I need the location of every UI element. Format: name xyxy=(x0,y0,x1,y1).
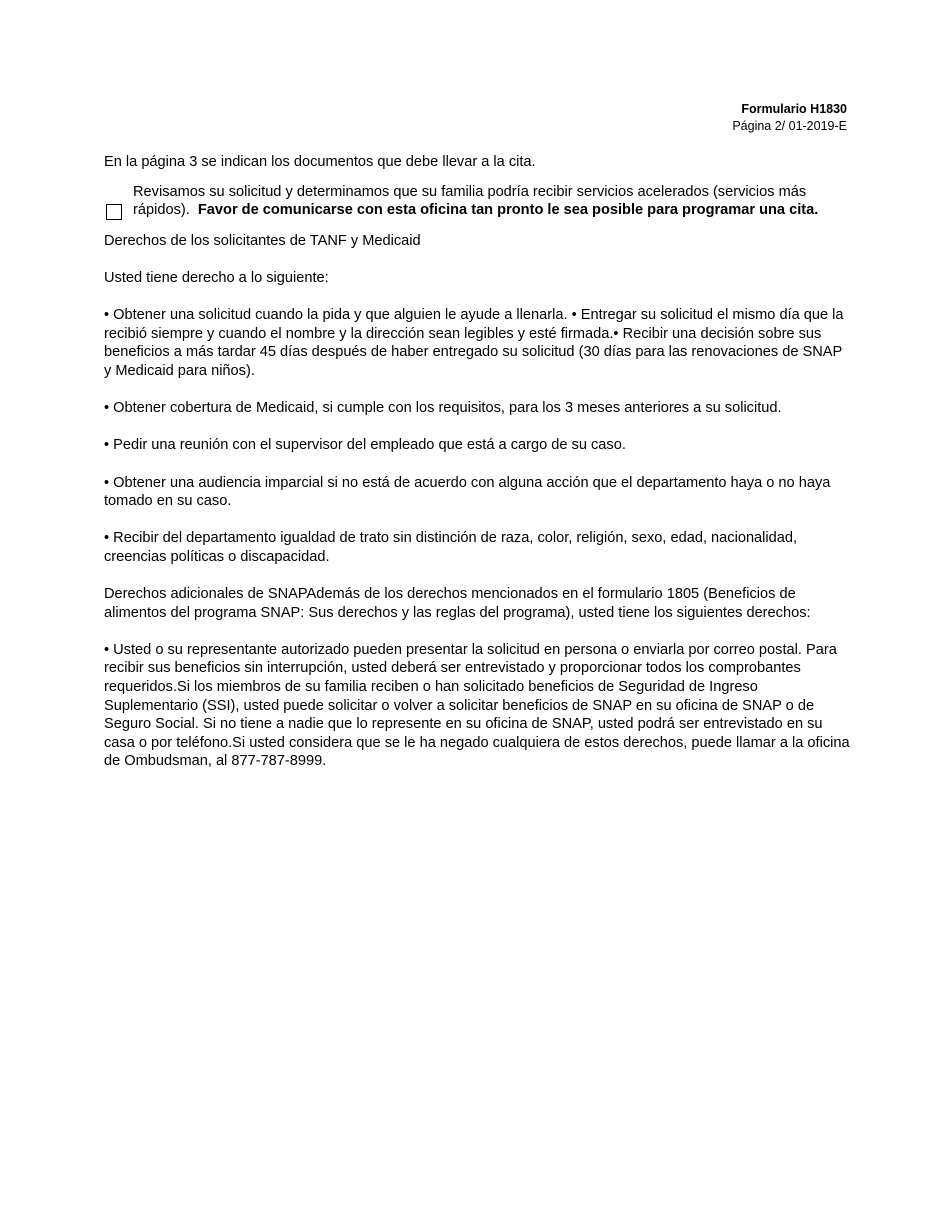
rights-subtitle: Usted tiene derecho a lo siguiente: xyxy=(104,269,329,286)
expedited-bold-text: Favor de comunicarse con esta oficina tan pronto le sea posible para programar una cita. xyxy=(197,202,819,219)
snap-rights-intro: Derechos adicionales de SNAPAdemás de los derechos mencionados en el formulario 1805 (Beneficios de alimentos del programa SNAP: Sus derechos y las reglas del programa), usted tiene los siguientes derechos: xyxy=(104,586,811,621)
rights-item: • Recibir del departamento igualdad de trato sin distinción de raza, color, religión, sexo, edad, nacionalidad, creencias políticas o discapacidad. xyxy=(104,530,798,565)
form-id: Formulario H1830 xyxy=(741,102,847,116)
rights-item: • Obtener cobertura de Medicaid, si cumple con los requisitos, para los 3 meses anteriores a su solicitud. xyxy=(104,400,782,417)
document-body xyxy=(104,153,850,771)
page-info: Página 2/ 01-2019-E xyxy=(732,119,847,133)
expedited-text: Revisamos su solicitud y determinamos que su familia podría recibir servicios acelerados (servicios más rápidos). xyxy=(133,183,807,219)
rights-item: • Obtener una audiencia imparcial si no está de acuerdo con alguna acción que el departamento haya o no haya tomado en su caso. xyxy=(104,474,831,510)
form-header xyxy=(732,101,847,135)
snap-rights-body: • Usted o su representante autorizado pueden presentar la solicitud en persona o enviarla por correo postal. Para recibir sus beneficios sin interrupción, usted deberá ser entrevistado y proporcionar todos los comprobantes requeridos.Si los miembros de su familia reciben o han solicitado beneficios de Seguridad de Ingreso Suplementario (SSI), usted puede solicitar o volver a solicitar beneficios de SNAP en su oficina de SNAP o de Seguro Social. Si no tiene a nadie que lo represente en su oficina de SNAP, usted podrá ser entrevistado en su casa o por teléfono.Si usted considera que se le ha negado cualquiera de estos derechos, puede llamar a la oficina de Ombudsman, al 877-787-8999. xyxy=(104,641,850,770)
rights-item: • Obtener una solicitud cuando la pida y que alguien le ayude a llenarla. • Entregar su solicitud el mismo día que la recibió siempre y cuando el nombre y la dirección sean legibles y esté firmada.• Recibir una decisión sobre sus beneficios a más tardar 45 días después de haber entregado su solicitud (30 días para las renovaciones de SNAP y Medicaid para niños). xyxy=(104,307,844,379)
rights-title: Derechos de los solicitantes de TANF y Medicaid xyxy=(104,232,421,249)
expedited-checkbox[interactable] xyxy=(106,204,122,220)
expedited-service-row xyxy=(104,183,850,220)
rights-item: • Pedir una reunión con el supervisor del empleado que está a cargo de su caso. xyxy=(104,437,626,454)
intro-text: En la página 3 se indican los documentos que debe llevar a la cita. xyxy=(104,154,536,170)
